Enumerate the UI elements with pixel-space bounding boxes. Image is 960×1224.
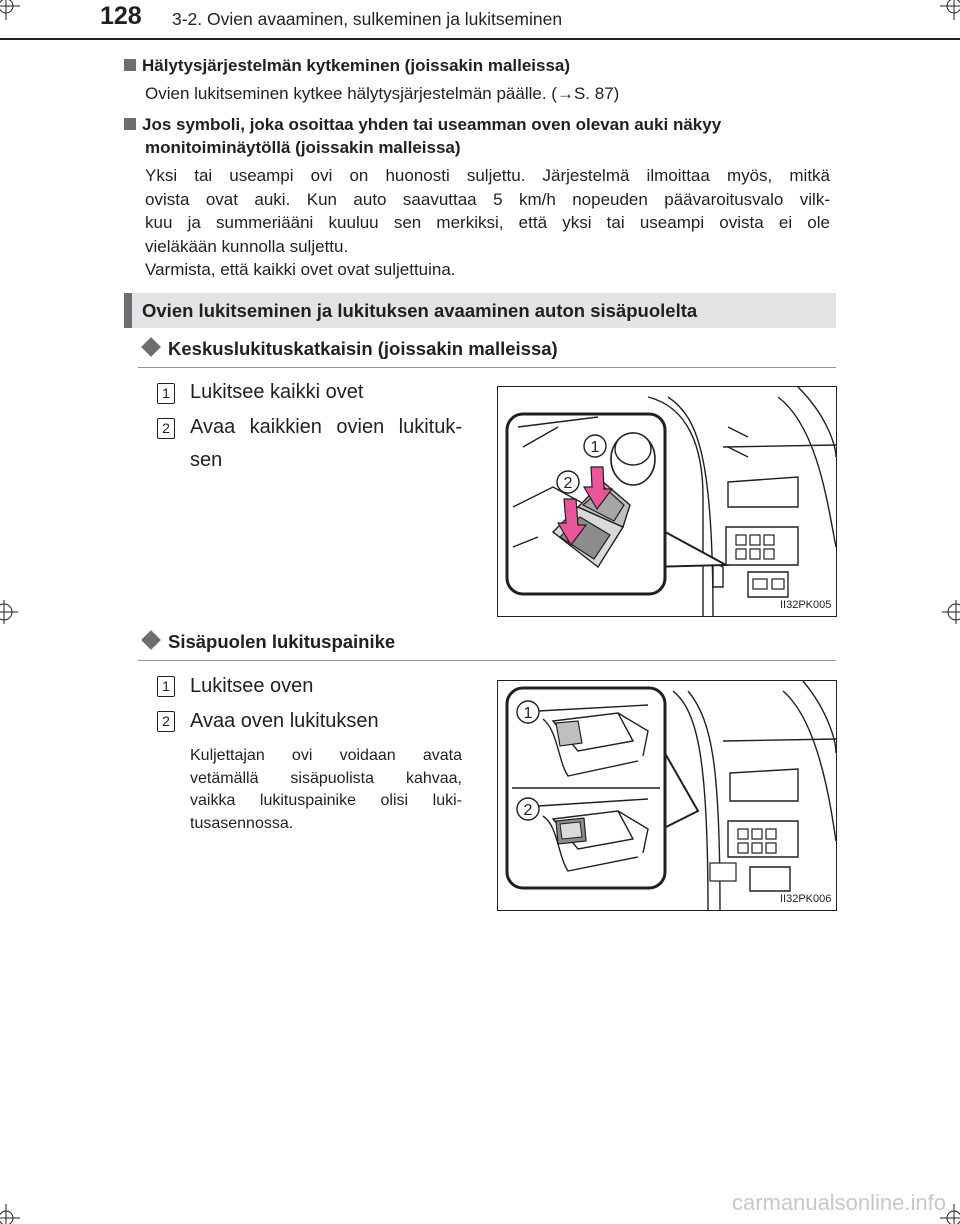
section-title-line: monitoiminäytöllä (joissakin malleissa) — [145, 138, 461, 157]
section-title-line: Jos symboli, joka osoittaa yhden tai useamman oven olevan auki näkyy — [142, 115, 722, 134]
section-body-alarm — [145, 82, 619, 106]
subsection-title: Keskuslukituskatkaisin (joissakin malleissa) — [168, 338, 558, 359]
subsection-title: Sisäpuolen lukituspainike — [168, 631, 396, 652]
square-bullet-icon — [124, 59, 136, 71]
section-title: Hälytysjärjestelmän kytkeminen (joissakin malleissa) — [142, 56, 571, 75]
item-number-badge: 2 — [157, 711, 175, 732]
subsection-heading-central-lock — [141, 338, 558, 360]
item-line: Avaa kaikkien ovien lukituk- — [190, 416, 462, 438]
figure-central-lock-switch — [497, 386, 837, 617]
note-line: tusasennossa. — [190, 814, 294, 832]
registration-mark-top-right — [936, 0, 960, 24]
registration-mark-mid-left — [0, 598, 24, 626]
watermark: carmanualsonline.info — [731, 1190, 946, 1215]
item-text: Lukitsee kaikki ovet — [190, 381, 364, 403]
registration-mark-top-left — [0, 0, 24, 24]
registration-mark-bottom-left — [0, 1200, 24, 1224]
body-line: kuu ja summeriääni kuuluu sen merkiksi, että yksi tai useampi ovista ei ole — [145, 213, 830, 232]
item-number-badge: 1 — [157, 676, 175, 697]
item-text: Avaa oven lukituksen — [190, 710, 379, 732]
figure-inside-lock-button — [497, 680, 837, 911]
registration-mark-mid-right — [936, 598, 960, 626]
banner-title: Ovien lukitseminen ja lukituksen avaaminen auton sisäpuolelta — [142, 300, 698, 321]
item-text — [190, 411, 462, 477]
header-rule — [0, 38, 960, 40]
diamond-bullet-icon — [141, 630, 161, 650]
note-line: Kuljettajan ovi voidaan avata — [190, 747, 462, 764]
diamond-bullet-icon — [141, 337, 161, 357]
page-number: 128 — [100, 2, 142, 30]
section-heading-alarm — [124, 54, 570, 77]
body-line: Ovien lukitseminen kytkee hälytysjärjestelmän päälle. (→S. 87) — [145, 84, 620, 103]
callout-2: 2 — [523, 802, 533, 819]
figure-code: II32PK006 — [780, 893, 832, 905]
section-banner — [124, 293, 836, 328]
central-lock-illustration — [498, 387, 836, 616]
chapter-title: 3-2. Ovien avaaminen, sulkeminen ja lukitseminen — [172, 9, 563, 29]
callout-2: 2 — [563, 475, 573, 492]
note-line: vetämällä sisäpuolista kahvaa, — [190, 769, 462, 787]
square-bullet-icon — [124, 118, 136, 130]
note-line: vaikka lukituspainike olisi luki- — [190, 792, 462, 809]
figure-code: II32PK005 — [780, 599, 832, 611]
item-number-badge: 1 — [157, 383, 175, 404]
callout-1: 1 — [523, 705, 533, 722]
body-line: Yksi tai useampi ovi on huonosti suljettu. Järjestelmä ilmoittaa myös, mitkä — [145, 166, 830, 185]
subsection-rule — [138, 367, 836, 368]
section-heading-door-open-symbol — [124, 113, 721, 159]
section-body-door-open-symbol — [145, 164, 830, 282]
body-line: vieläkään kunnolla suljettu. — [145, 236, 349, 256]
item-line: sen — [190, 449, 223, 471]
body-line: Varmista, että kaikki ovet ovat suljettuina. — [145, 260, 456, 279]
inside-lock-illustration — [498, 681, 836, 910]
subsection-heading-inside-lock-button — [141, 631, 395, 653]
subsection-rule — [138, 660, 836, 661]
item-text: Lukitsee oven — [190, 675, 314, 697]
item-number-badge: 2 — [157, 418, 175, 439]
callout-1: 1 — [590, 439, 600, 456]
body-line: ovista ovat auki. Kun auto saavuttaa 5 km/h nopeuden päävaroitusvalo vilk- — [145, 189, 830, 209]
note-paragraph — [190, 745, 462, 835]
